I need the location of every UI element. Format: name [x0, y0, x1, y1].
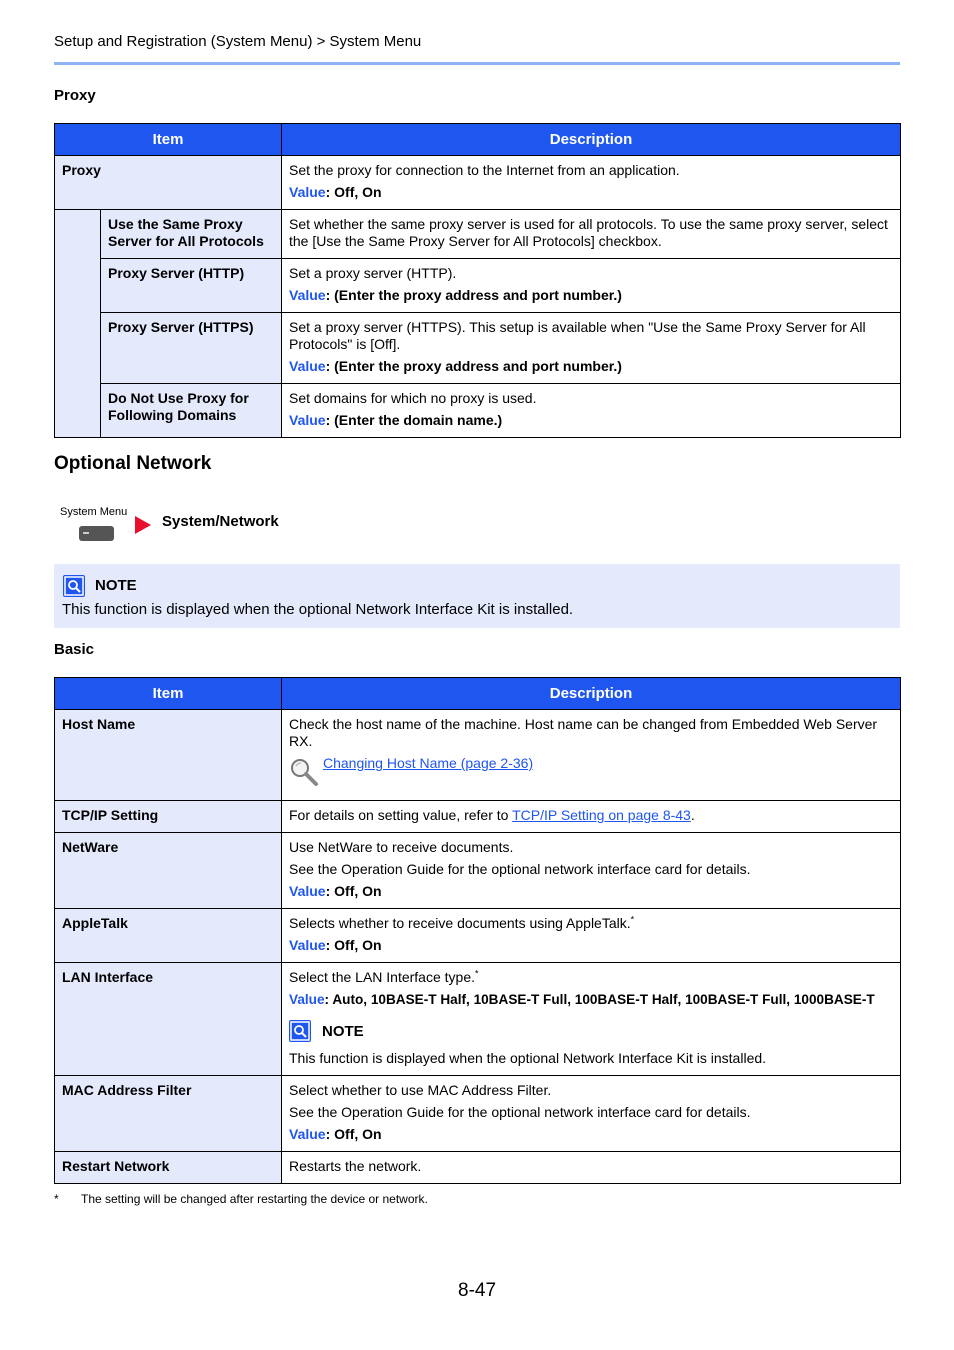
system-menu-key-label: System Menu [60, 506, 128, 518]
row-item-no-proxy [101, 384, 282, 438]
footnote-mark: * [54, 1192, 59, 1206]
system-menu-key-icon [79, 526, 114, 541]
row-item-same-proxy [101, 210, 282, 259]
value-text: : (Enter the proxy address and port number.) [325, 358, 622, 374]
description-text: Set the proxy for connection to the Internet from an application. [289, 162, 680, 178]
row-description [282, 259, 901, 313]
row-description [282, 384, 901, 438]
value-label: Value [289, 184, 326, 200]
description-text: Set a proxy server (HTTP). [289, 265, 457, 281]
value-label: Value [289, 937, 326, 953]
value-label: Value [289, 992, 325, 1007]
row-item-tcpip: TCP/IP Setting [55, 801, 282, 833]
note-text: This function is displayed when the optional Network Interface Kit is installed. [62, 601, 574, 618]
table-row [55, 1152, 901, 1184]
row-description [282, 313, 901, 384]
table-row [55, 833, 901, 909]
item-label-line: Following Domains [108, 407, 237, 423]
item-label-line: Server for All Protocols [108, 233, 264, 249]
column-header-item: Item [55, 124, 282, 156]
footnote [54, 1192, 428, 1206]
item-label-line: Do Not Use Proxy for [108, 390, 249, 406]
description-text: . [690, 807, 695, 823]
table-row [55, 710, 901, 801]
value-line [289, 991, 893, 1008]
basic-table [54, 677, 901, 1184]
table-row [55, 1076, 901, 1152]
table-row [55, 210, 901, 259]
note-heading: NOTE [95, 577, 137, 594]
value-label: Value [289, 358, 326, 374]
basic-section-title: Basic [54, 641, 95, 658]
row-item-netware: NetWare [55, 833, 282, 909]
description-text: Select whether to use MAC Address Filter. [289, 1082, 552, 1098]
row-item-proxy-http: Proxy Server (HTTP) [101, 259, 282, 313]
description-line [289, 969, 893, 986]
value-line [289, 358, 893, 375]
description-text: See the Operation Guide for the optional network interface card for details. [289, 1104, 751, 1120]
note-text: This function is displayed when the optional Network Interface Kit is installed. [289, 1050, 767, 1066]
row-description [282, 833, 901, 909]
description-text: Set domains for which no proxy is used. [289, 390, 537, 406]
value-line [289, 1126, 893, 1143]
optional-network-heading: Optional Network [54, 453, 212, 474]
table-header-row [55, 124, 901, 156]
row-description [282, 156, 901, 210]
proxy-table [54, 123, 901, 438]
note-heading: NOTE [322, 1023, 364, 1040]
magnifier-icon [289, 757, 319, 787]
row-item-mac-filter: MAC Address Filter [55, 1076, 282, 1152]
value-text: : (Enter the domain name.) [325, 412, 503, 428]
row-indent-cell [55, 210, 101, 438]
header-rule [54, 62, 900, 65]
item-label-line: Use the Same Proxy [108, 216, 243, 232]
value-text: : Off, On [325, 184, 382, 200]
note-icon [63, 575, 85, 597]
description-text: Check the host name of the machine. Host name can be changed from Embedded Web Server RX. [289, 716, 878, 749]
value-line [289, 184, 893, 201]
value-text: : Off, On [325, 937, 382, 953]
table-row [55, 384, 901, 438]
row-description [282, 963, 901, 1076]
description-text: Set whether the same proxy server is used for all protocols. To use the same proxy server, select the [Use the Same Proxy Server for All Protocols] checkbox. [289, 216, 888, 249]
description-text: Select the LAN Interface type. [289, 969, 475, 985]
value-text: : Auto, 10BASE-T Half, 10BASE-T Full, 100BASE-T Half, 100BASE-T Full, 1000BASE-T [324, 992, 875, 1007]
table-row [55, 156, 901, 210]
description-text: For details on setting value, refer to [289, 807, 513, 823]
row-item-appletalk: AppleTalk [55, 909, 282, 963]
value-label: Value [289, 1126, 326, 1142]
row-description [282, 710, 901, 801]
reference-link-line [289, 755, 893, 789]
value-line [289, 287, 893, 304]
row-description [282, 1076, 901, 1152]
value-line [289, 937, 893, 954]
changing-host-name-link[interactable]: Changing Host Name (page 2-36) [323, 755, 534, 771]
page-number: 8-47 [458, 1280, 497, 1301]
description-text: Selects whether to receive documents using AppleTalk. [289, 915, 631, 931]
description-text: Set a proxy server (HTTPS). This setup is available when "Use the Same Proxy Server for All Protocols" is [Off]. [289, 319, 866, 352]
row-item-lan-interface: LAN Interface [55, 963, 282, 1076]
description-text: See the Operation Guide for the optional network interface card for details. [289, 861, 751, 877]
description-line [289, 915, 893, 932]
footnote-mark: * [630, 914, 635, 925]
table-row [55, 801, 901, 833]
table-row [55, 909, 901, 963]
value-label: Value [289, 287, 326, 303]
row-description [282, 909, 901, 963]
table-header-row [55, 678, 901, 710]
column-header-description: Description [282, 124, 901, 156]
value-text: : (Enter the proxy address and port number.) [325, 287, 622, 303]
inline-note [289, 1018, 893, 1046]
note-box [54, 564, 900, 628]
table-row [55, 963, 901, 1076]
row-item-proxy: Proxy [55, 156, 282, 210]
row-description [282, 801, 901, 833]
column-header-description: Description [282, 678, 901, 710]
value-label: Value [289, 412, 326, 428]
description-text: Use NetWare to receive documents. [289, 839, 514, 855]
proxy-section-title: Proxy [54, 87, 96, 104]
footnote-mark: * [475, 968, 479, 979]
value-label: Value [289, 883, 326, 899]
row-item-proxy-https: Proxy Server (HTTPS) [101, 313, 282, 384]
footnote-text: The setting will be changed after restarting the device or network. [81, 1192, 428, 1206]
table-row [55, 313, 901, 384]
note-icon [289, 1020, 311, 1042]
tcpip-setting-link[interactable]: TCP/IP Setting on page 8-43 [512, 807, 691, 823]
right-triangle-icon [135, 516, 151, 534]
column-header-item: Item [55, 678, 282, 710]
row-item-host-name: Host Name [55, 710, 282, 801]
row-item-restart-network: Restart Network [55, 1152, 282, 1184]
value-text: : Off, On [325, 1126, 382, 1142]
value-line [289, 412, 893, 429]
row-description: Restarts the network. [282, 1152, 901, 1184]
value-line [289, 883, 893, 900]
row-description [282, 210, 901, 259]
menu-target-label: System/Network [162, 513, 279, 530]
value-text: : Off, On [325, 883, 382, 899]
breadcrumb: Setup and Registration (System Menu) > System Menu [54, 33, 422, 50]
table-row [55, 259, 901, 313]
